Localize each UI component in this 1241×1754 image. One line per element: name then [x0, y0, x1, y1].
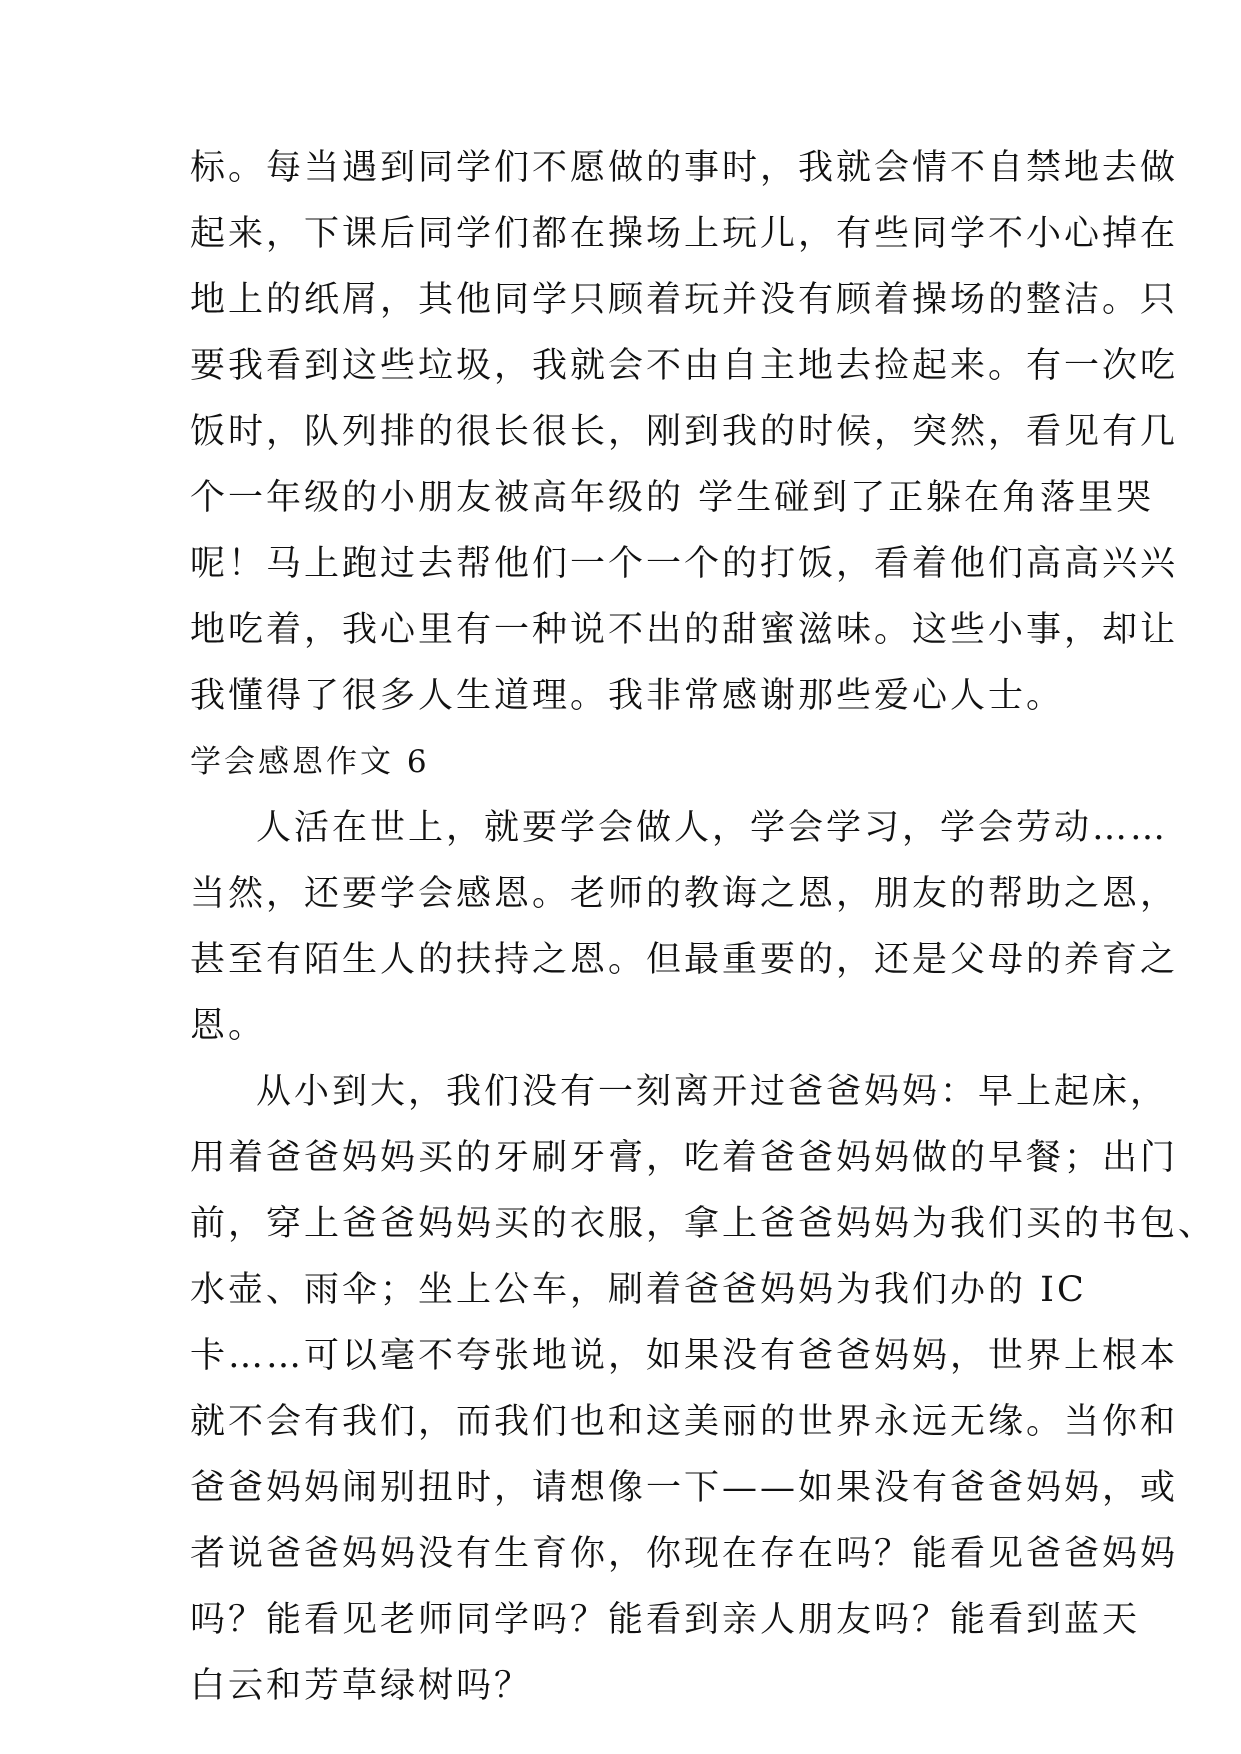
text-line: 恩。	[190, 1006, 267, 1046]
text-line: 地吃着，我心里有一种说不出的甜蜜滋味。这些小事，却让	[190, 610, 1179, 650]
text-line: 者说爸爸妈妈没有生育你，你现在存在吗？能看见爸爸妈妈	[190, 1534, 1179, 1574]
text-line: 前，穿上爸爸妈妈买的衣服，拿上爸爸妈妈为我们买的书包、	[190, 1204, 1217, 1244]
text-line: 水壶、雨伞；坐上公车，刷着爸爸妈妈为我们办的 IC	[190, 1270, 1087, 1310]
text-line: 用着爸爸妈妈买的牙刷牙膏，吃着爸爸妈妈做的早餐；出门	[190, 1138, 1179, 1178]
text-line: 人活在世上，就要学会做人，学会学习，学会劳动……	[256, 808, 1169, 848]
text-line: 地上的纸屑，其他同学只顾着玩并没有顾着操场的整洁。只	[190, 280, 1179, 320]
section-heading: 学会感恩作文 6	[190, 744, 430, 780]
text-line: 爸爸妈妈闹别扭时，请想像一下——如果没有爸爸妈妈，或	[190, 1468, 1179, 1508]
text-line: 甚至有陌生人的扶持之恩。但最重要的，还是父母的养育之	[190, 940, 1179, 980]
text-line: 起来，下课后同学们都在操场上玩儿，有些同学不小心掉在	[190, 214, 1179, 254]
text-line: 就不会有我们，而我们也和这美丽的世界永远无缘。当你和	[190, 1402, 1179, 1442]
text-line: 当然，还要学会感恩。老师的教诲之恩，朋友的帮助之恩，	[190, 874, 1179, 914]
text-line: 吗？能看见老师同学吗？能看到亲人朋友吗？能看到蓝天	[190, 1600, 1141, 1640]
text-line: 要我看到这些垃圾，我就会不由自主地去捡起来。有一次吃	[190, 346, 1179, 386]
text-line: 饭时，队列排的很长很长，刚到我的时候，突然，看见有几	[190, 412, 1179, 452]
text-line: 白云和芳草绿树吗？	[190, 1666, 533, 1706]
text-line: 卡……可以毫不夸张地说，如果没有爸爸妈妈，世界上根本	[190, 1336, 1179, 1376]
text-line: 我懂得了很多人生道理。我非常感谢那些爱心人士。	[190, 676, 1065, 716]
text-line: 标。每当遇到同学们不愿做的事时，我就会情不自禁地去做	[190, 148, 1179, 188]
text-line: 呢！马上跑过去帮他们一个一个的打饭，看着他们高高兴兴	[190, 544, 1179, 584]
text-line: 从小到大，我们没有一刻离开过爸爸妈妈：早上起床，	[256, 1072, 1169, 1112]
text-line: 个一年级的小朋友被高年级的 学生碰到了正躲在角落里哭	[190, 478, 1155, 518]
